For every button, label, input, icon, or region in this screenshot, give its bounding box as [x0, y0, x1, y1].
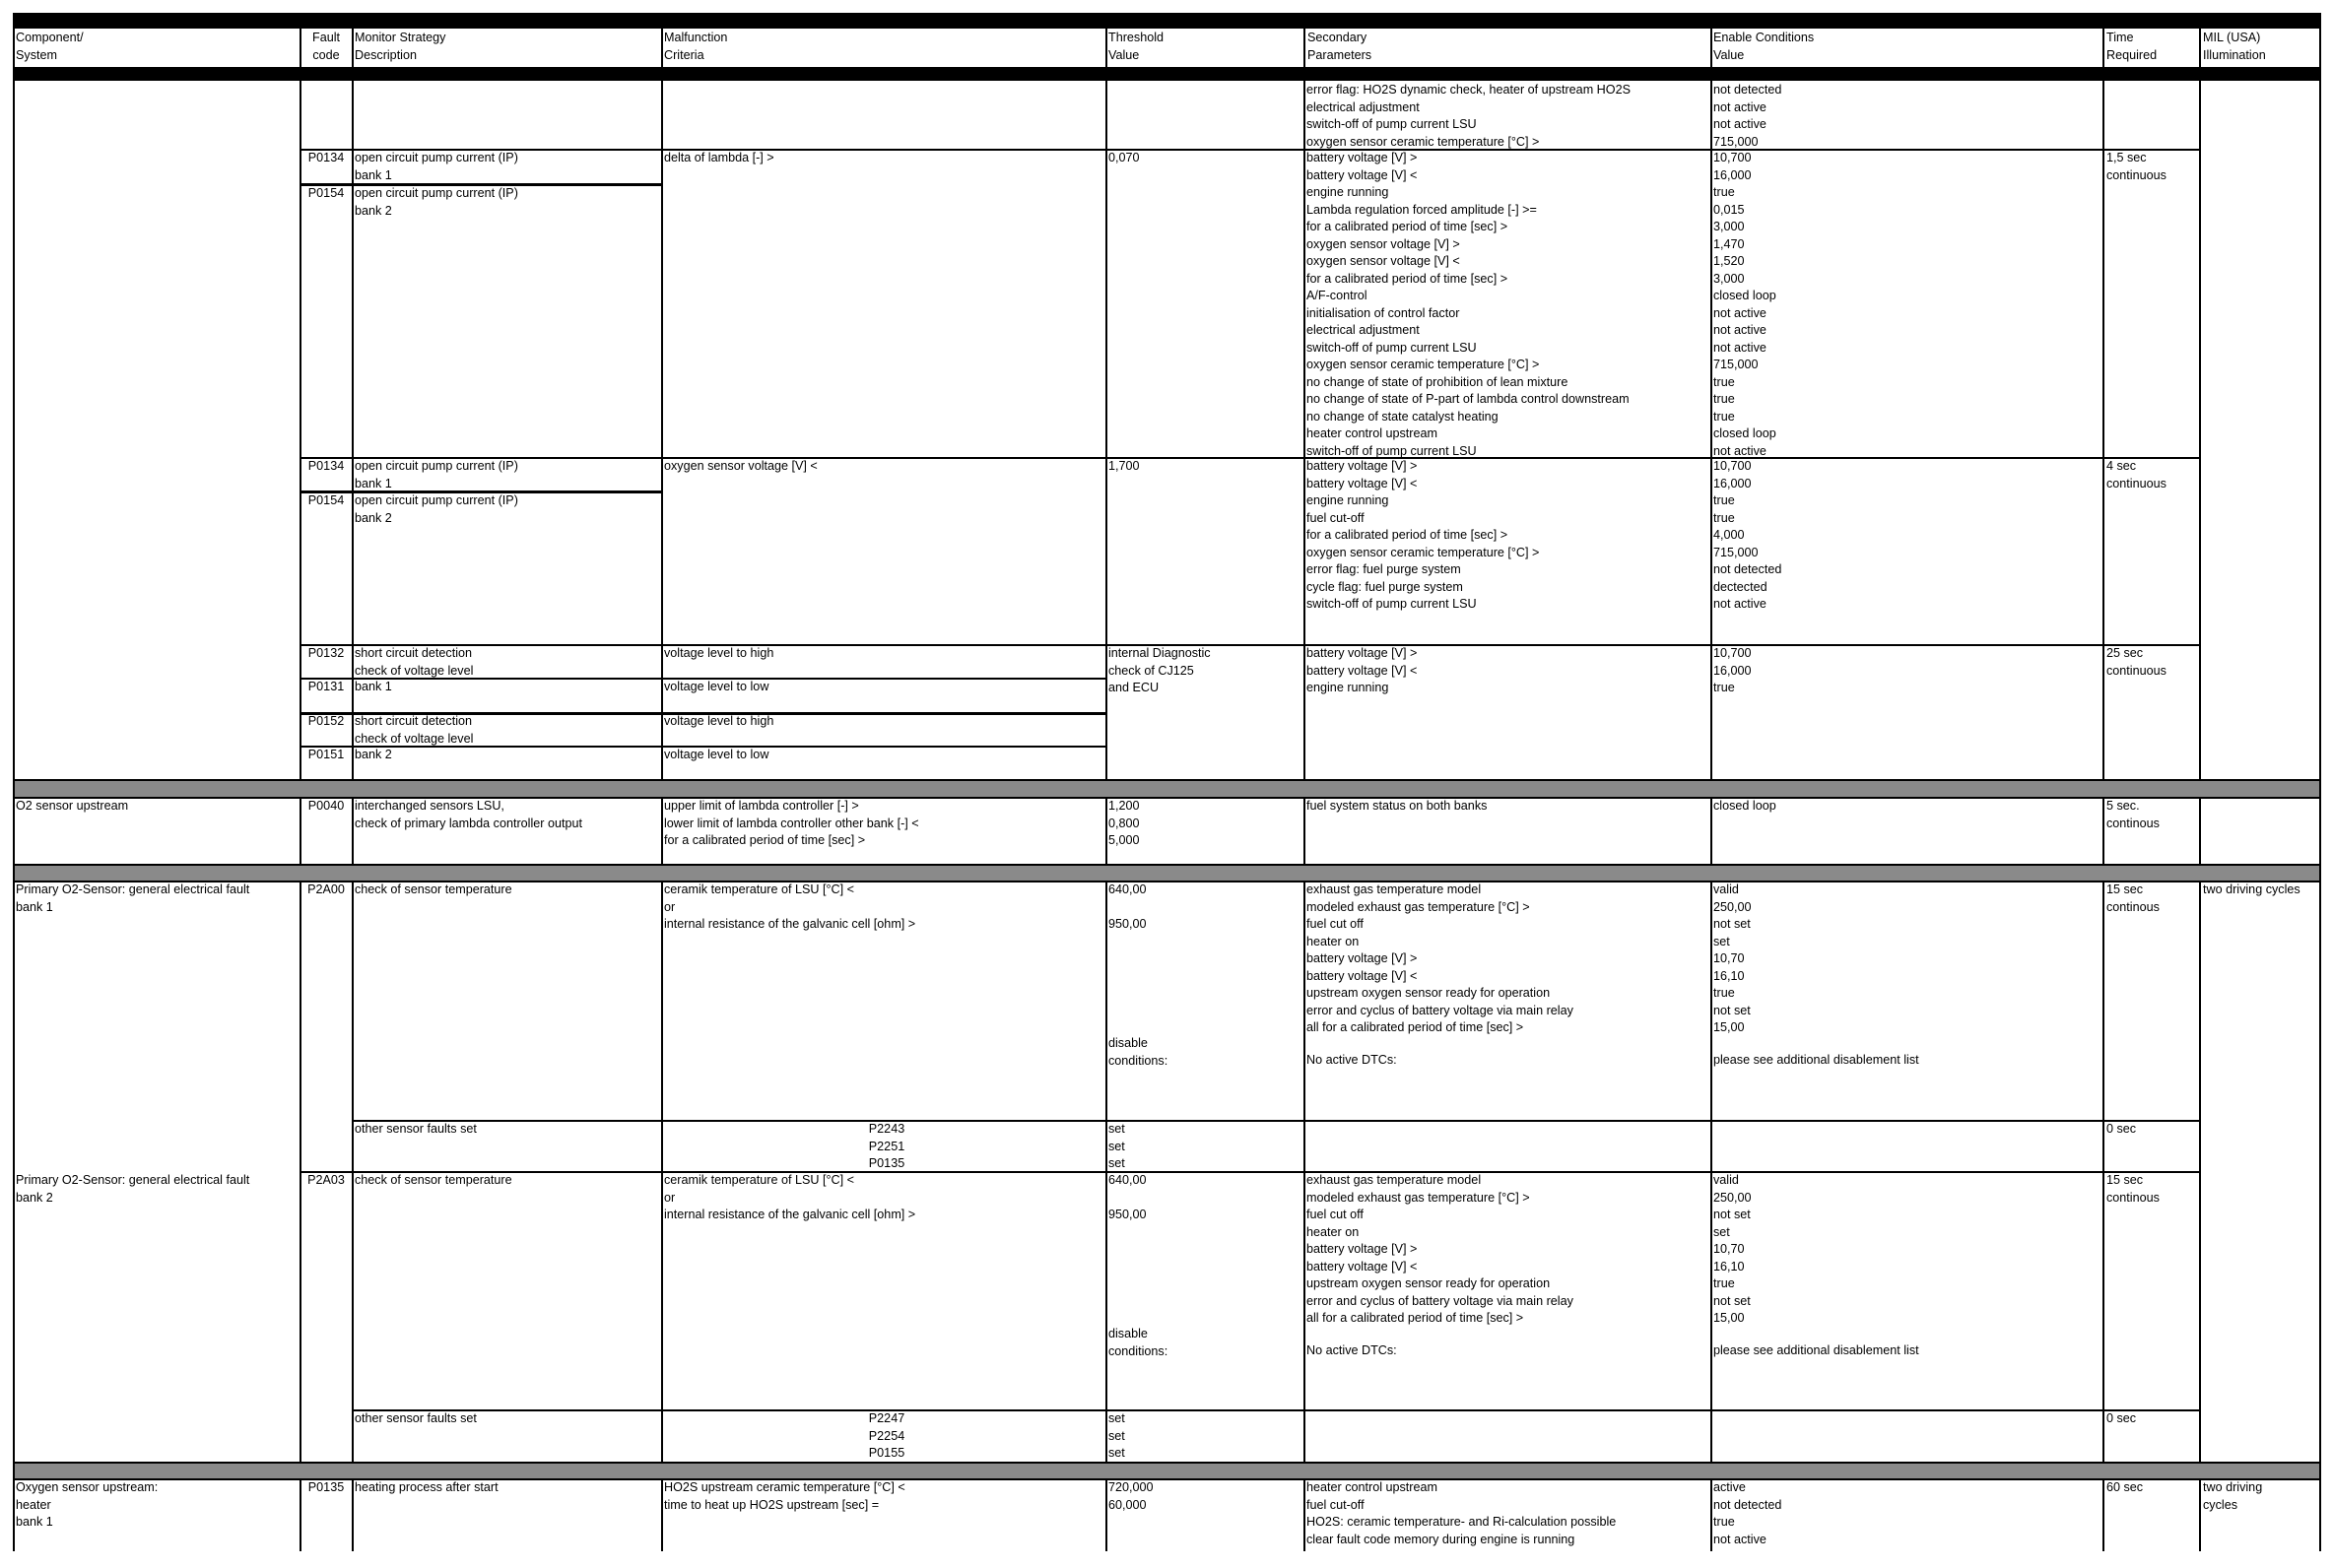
threshold-value: internal Diagnostic check of CJ125 and ECU	[1108, 646, 1211, 694]
column-divider	[1303, 29, 1305, 68]
malfunction-criteria: voltage level to low	[664, 748, 769, 761]
monitor-description: short circuit detection check of voltage level	[355, 714, 474, 746]
column-divider	[1710, 81, 1712, 781]
column-divider	[1303, 798, 1305, 865]
enable-values: active not detected true not active	[1713, 1480, 1782, 1546]
fault-code: P0134	[307, 151, 345, 164]
component-system: O2 sensor upstream	[16, 799, 129, 813]
column-divider	[661, 29, 663, 68]
header-component: Component/ System	[16, 31, 84, 62]
column-divider	[661, 81, 663, 781]
header-top-bar	[13, 13, 2320, 29]
column-divider	[300, 29, 301, 68]
column-divider	[352, 1479, 354, 1551]
malfunction-criteria: oxygen sensor voltage [V] <	[664, 459, 818, 473]
header-secondary: Secondary Parameters	[1307, 31, 1372, 62]
time-required: 25 sec continuous	[2106, 646, 2166, 678]
malfunction-criteria: voltage level to high	[664, 714, 774, 728]
section-separator	[13, 1463, 2320, 1479]
enable-values: 10,700 16,000 true 0,015 3,000 1,470 1,520 3,000 closed loop not active not active not active 715,000 true true true closed loop not active	[1713, 151, 1776, 458]
fault-code: P0132	[307, 646, 345, 660]
fault-code: P2A03	[307, 1173, 345, 1187]
other-sensor-faults: other sensor faults set	[355, 1411, 477, 1425]
malfunction-criteria: HO2S upstream ceramic temperature [°C] < time to heat up HO2S upstream [sec] =	[664, 1480, 905, 1512]
disablement-list-note: please see additional disablement list	[1713, 1053, 1919, 1067]
header-fault-code: Fault code	[312, 31, 340, 62]
column-divider	[1303, 1479, 1305, 1551]
time-required: 0 sec	[2106, 1411, 2137, 1425]
column-divider	[2102, 81, 2104, 781]
threshold-value: 1,200 0,800 5,000	[1108, 799, 1140, 847]
monitor-description: check of sensor temperature	[355, 882, 512, 896]
row-divider	[300, 149, 2200, 151]
malfunction-criteria: ceramik temperature of LSU [°C] < or internal resistance of the galvanic cell [ohm] >	[664, 1173, 916, 1221]
disable-conditions: disable conditions:	[1108, 1327, 1168, 1358]
header-malfunction: Malfunction Criteria	[664, 31, 728, 62]
table-border	[13, 13, 15, 1551]
row-divider	[300, 1171, 2200, 1173]
column-divider	[1710, 1479, 1712, 1551]
enable-values: 10,700 16,000 true true 4,000 715,000 not detected dectected not active	[1713, 459, 1782, 611]
mil-illumination: two driving cycles	[2203, 882, 2300, 896]
monitor-description: open circuit pump current (IP) bank 2	[355, 186, 518, 218]
monitor-description: bank 1	[355, 680, 392, 693]
column-divider	[2102, 1479, 2104, 1551]
column-divider	[661, 798, 663, 865]
secondary-params: exhaust gas temperature model modeled exhaust gas temperature [°C] > fuel cut off heater on battery voltage [V] > battery voltage [V] < upstream oxygen sensor ready for operation error and cyclus of battery voltage via main relay all for a calibrated period of time [sec] >	[1306, 1173, 1573, 1325]
enable-values: not detected not active not active 715,000	[1713, 83, 1782, 149]
row-divider	[300, 644, 2200, 646]
fault-code: P0040	[307, 799, 345, 813]
monitor-description: check of sensor temperature	[355, 1173, 512, 1187]
secondary-params: battery voltage [V] > battery voltage [V] < engine running Lambda regulation forced amplitude [-] >= for a calibrated period of time [sec] > oxygen sensor voltage [V] > oxygen sensor voltage [V] < for a calibrated period of time [sec] > A/F-control initialisation of control factor electrical adjustment switch-off of pump current LSU oxygen sensor ceramic temperature [°C] > no change of state of prohibition of lean mixture no change of state of P-part of lambda control downstream no change of state catalyst heating heater control upstream switch-off of pump current LSU	[1306, 151, 1630, 458]
section-separator	[13, 781, 2320, 798]
fault-code: P0134	[307, 459, 345, 473]
section-separator	[13, 865, 2320, 882]
time-required: 15 sec continous	[2106, 1173, 2160, 1205]
threshold-value: 720,000 60,000	[1108, 1480, 1154, 1512]
column-divider	[2199, 798, 2201, 865]
time-required: 0 sec	[2106, 1122, 2137, 1136]
secondary-params: fuel system status on both banks	[1306, 799, 1488, 813]
no-active-dtcs: No active DTCs:	[1306, 1053, 1397, 1067]
enable-values: valid 250,00 not set set 10,70 16,10 true not set 15,00	[1713, 1173, 1752, 1325]
enable-values: valid 250,00 not set set 10,70 16,10 true not set 15,00	[1713, 882, 1752, 1034]
column-divider	[1105, 81, 1107, 781]
column-divider	[352, 798, 354, 865]
fault-code: P0135	[307, 1480, 345, 1494]
set-status-list: set set set	[1108, 1122, 1125, 1170]
table-border	[2319, 13, 2321, 1551]
monitor-description: open circuit pump current (IP) bank 1	[355, 151, 518, 182]
column-divider	[2199, 29, 2201, 68]
threshold-value: 0,070	[1108, 151, 1140, 164]
fault-code: P0151	[307, 748, 345, 761]
column-divider	[352, 29, 354, 68]
threshold-value: 1,700	[1108, 459, 1140, 473]
time-required: 5 sec. continous	[2106, 799, 2160, 830]
header-threshold: Threshold Value	[1108, 31, 1165, 62]
time-required: 15 sec continous	[2106, 882, 2160, 914]
secondary-params: battery voltage [V] > battery voltage [V] < engine running fuel cut-off for a calibrated period of time [sec] > oxygen sensor ceramic temperature [°C] > error flag: fuel purge system cycle flag: fuel purge system switch-off of pump current LSU	[1306, 459, 1540, 611]
threshold-value: 640,00 950,00	[1108, 882, 1147, 931]
malfunction-criteria: ceramik temperature of LSU [°C] < or internal resistance of the galvanic cell [ohm] >	[664, 882, 916, 931]
threshold-value: 640,00 950,00	[1108, 1173, 1147, 1221]
column-divider	[1303, 81, 1305, 781]
header-mil: MIL (USA) Illumination	[2203, 31, 2266, 62]
fault-code: P2A00	[307, 882, 345, 896]
monitor-description: bank 2	[355, 748, 392, 761]
column-divider	[2199, 1479, 2201, 1551]
column-divider	[1105, 1479, 1107, 1551]
row-divider	[13, 864, 2320, 866]
component-system: Primary O2-Sensor: general electrical fault bank 2	[16, 1173, 250, 1205]
column-divider	[1710, 29, 1712, 68]
fault-code: P0154	[307, 186, 345, 200]
disable-conditions: disable conditions:	[1108, 1036, 1168, 1068]
column-divider	[1710, 798, 1712, 865]
secondary-params: battery voltage [V] > battery voltage [V] < engine running	[1306, 646, 1418, 694]
column-divider	[1105, 798, 1107, 865]
fault-code-list: P2247 P2254 P0155	[868, 1411, 905, 1460]
header-enable: Enable Conditions Value	[1713, 31, 1815, 62]
row-divider	[352, 1120, 2200, 1122]
fault-code-list: P2243 P2251 P0135	[868, 1122, 905, 1170]
fault-code: P0154	[307, 493, 345, 507]
malfunction-criteria: voltage level to high	[664, 646, 774, 660]
header-monitor: Monitor Strategy Description	[355, 31, 446, 62]
disablement-list-note: please see additional disablement list	[1713, 1343, 1919, 1357]
column-divider	[1105, 29, 1107, 68]
malfunction-criteria: delta of lambda [-] >	[664, 151, 774, 164]
malfunction-criteria: voltage level to low	[664, 680, 769, 693]
secondary-params: error flag: HO2S dynamic check, heater of upstream HO2S electrical adjustment switch-off of pump current LSU oxygen sensor ceramic temperature [°C] >	[1306, 83, 1631, 149]
monitor-description: heating process after start	[355, 1480, 499, 1494]
enable-values: closed loop	[1713, 799, 1776, 813]
enable-values: 10,700 16,000 true	[1713, 646, 1752, 694]
monitor-description: short circuit detection check of voltage level	[355, 646, 474, 678]
component-system: Primary O2-Sensor: general electrical fault bank 1	[16, 882, 250, 914]
secondary-params: heater control upstream fuel cut-off HO2S: ceramic temperature- and Ri-calculation possible clear fault code memory during engine is running	[1306, 1480, 1617, 1546]
time-required: 60 sec	[2106, 1480, 2144, 1494]
header-bottom-bar	[13, 67, 2320, 81]
monitor-description: open circuit pump current (IP) bank 1	[355, 459, 518, 490]
secondary-params: exhaust gas temperature model modeled exhaust gas temperature [°C] > fuel cut off heater on battery voltage [V] > battery voltage [V] < upstream oxygen sensor ready for operation error and cyclus of battery voltage via main relay all for a calibrated period of time [sec] >	[1306, 882, 1573, 1034]
fault-code: P0152	[307, 714, 345, 728]
other-sensor-faults: other sensor faults set	[355, 1122, 477, 1136]
column-divider	[2199, 81, 2201, 781]
monitor-description: interchanged sensors LSU, check of primary lambda controller output	[355, 799, 582, 830]
time-required: 4 sec continuous	[2106, 459, 2166, 490]
header-time: Time Required	[2106, 31, 2158, 62]
column-divider	[352, 81, 354, 781]
time-required: 1,5 sec continuous	[2106, 151, 2166, 182]
set-status-list: set set set	[1108, 1411, 1125, 1460]
mil-illumination: two driving cycles	[2203, 1480, 2263, 1512]
row-divider	[13, 779, 2320, 781]
column-divider	[661, 1479, 663, 1551]
row-divider	[352, 1409, 2200, 1411]
component-system: Oxygen sensor upstream: heater bank 1	[16, 1480, 159, 1529]
column-divider	[2102, 798, 2104, 865]
monitor-description: open circuit pump current (IP) bank 2	[355, 493, 518, 525]
malfunction-criteria: upper limit of lambda controller [-] > lower limit of lambda controller other bank [-] < for a calibrated period of time [sec] >	[664, 799, 919, 847]
no-active-dtcs: No active DTCs:	[1306, 1343, 1397, 1357]
fault-code: P0131	[307, 680, 345, 693]
row-divider	[13, 1462, 2320, 1464]
column-divider	[2102, 29, 2104, 68]
row-divider	[300, 457, 2200, 459]
